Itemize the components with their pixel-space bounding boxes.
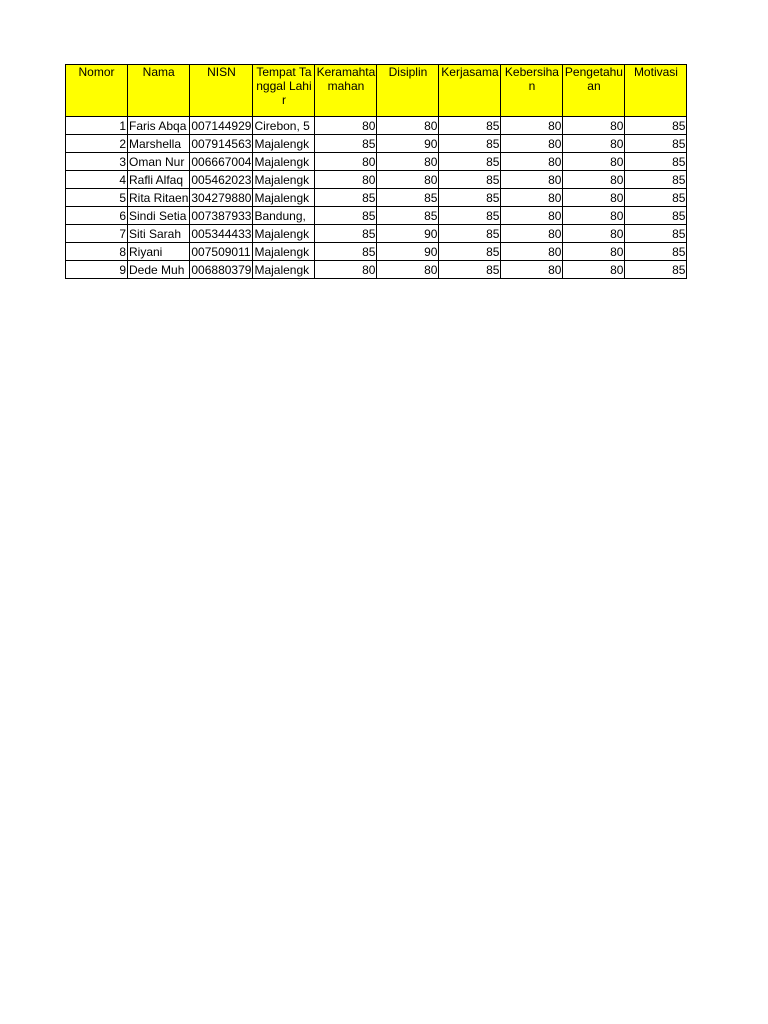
cell-kebersihan: 80 [501,135,563,153]
cell-nama: Rita Ritaen [129,190,189,205]
cell-keramahtamahan: 80 [315,153,377,171]
cell-motivasi: 85 [625,117,687,135]
header-kerjasama: Kerjasama [439,65,501,117]
table-row [66,243,687,261]
cell-kebersihan: 80 [501,261,563,279]
cell-pengetahuan: 80 [563,189,625,207]
cell-keramahtamahan: 85 [315,135,377,153]
cell-nomor: 8 [66,243,128,261]
cell-keramahtamahan: 85 [315,207,377,225]
cell-nama: Oman Nur [128,153,190,171]
table-row [66,207,687,225]
cell-disiplin: 85 [377,207,439,225]
cell-nomor: 1 [66,117,128,135]
cell-tempat-tanggal-lahir: Cirebon, 5 [253,117,315,135]
cell-motivasi: 85 [625,261,687,279]
cell-nisn: 007387933 [191,208,252,223]
table-row [66,189,687,207]
cell-kebersihan: 80 [501,189,563,207]
table-row [66,171,687,189]
cell-nisn: 007509011 [190,243,253,261]
cell-nomor: 4 [66,171,128,189]
cell-disiplin: 80 [377,261,439,279]
cell-nama: Marshella [128,135,190,153]
cell-motivasi: 85 [625,207,687,225]
header-kebersihan: Kebersihan [501,65,563,117]
cell-nomor: 9 [66,261,128,279]
cell-pengetahuan: 80 [563,171,625,189]
cell-tempat-tanggal-lahir: Majalengk [253,225,315,243]
cell-nisn: 006667004 [191,154,252,169]
cell-tempat-tanggal-lahir: Majalengk [253,153,315,171]
table-row [66,261,687,279]
cell-pengetahuan: 80 [563,225,625,243]
cell-disiplin: 90 [377,243,439,261]
header-nama: Nama [128,65,190,117]
cell-nomor: 5 [66,189,128,207]
cell-keramahtamahan: 85 [315,189,377,207]
cell-tempat-tanggal-lahir: Majalengk [253,135,315,153]
cell-keramahtamahan: 80 [315,117,377,135]
cell-motivasi: 85 [625,243,687,261]
cell-kebersihan: 80 [501,153,563,171]
cell-kerjasama: 85 [439,189,501,207]
cell-nomor: 6 [66,207,128,225]
cell-kebersihan: 80 [501,117,563,135]
cell-pengetahuan: 80 [563,153,625,171]
header-motivasi: Motivasi [625,65,687,117]
cell-nisn: 007144929 [191,118,252,133]
cell-kebersihan: 80 [501,171,563,189]
cell-nomor: 3 [66,153,128,171]
table-row [66,135,687,153]
header-nisn: NISN [190,65,253,117]
cell-kerjasama: 85 [439,135,501,153]
cell-tempat-tanggal-lahir: Majalengk [253,189,315,207]
cell-disiplin: 80 [377,117,439,135]
cell-motivasi: 85 [625,225,687,243]
cell-kebersihan: 80 [501,207,563,225]
cell-nama: Rafli Alfaq [128,171,190,189]
header-pengetahuan: Pengetahuan [563,65,625,117]
cell-nama: Sindi Setia [128,207,190,225]
cell-nama: Dede Muh [128,261,190,279]
spreadsheet-table [65,64,687,279]
cell-pengetahuan: 80 [563,117,625,135]
cell-pengetahuan: 80 [563,261,625,279]
table-row [66,153,687,171]
cell-tempat-tanggal-lahir: Majalengk [253,171,315,189]
cell-nisn: 007914563 [191,136,252,151]
cell-kerjasama: 85 [439,171,501,189]
cell-disiplin: 90 [377,135,439,153]
header-disiplin: Disiplin [377,65,439,117]
cell-disiplin: 80 [377,171,439,189]
cell-tempat-tanggal-lahir: Majalengk [253,243,315,261]
cell-pengetahuan: 80 [563,207,625,225]
header-tempat-tanggal-lahir: Tempat Tanggal Lahir [253,65,315,117]
cell-motivasi: 85 [625,135,687,153]
cell-keramahtamahan: 80 [315,171,377,189]
cell-tempat-tanggal-lahir: Majalengk [253,261,315,279]
cell-nomor: 2 [66,135,128,153]
cell-motivasi: 85 [625,153,687,171]
header-row [66,65,687,117]
cell-nama: Siti Sarah [128,225,190,243]
table-body [66,117,687,279]
cell-pengetahuan: 80 [563,243,625,261]
cell-motivasi: 85 [625,171,687,189]
cell-kebersihan: 80 [501,225,563,243]
cell-pengetahuan: 80 [563,135,625,153]
cell-keramahtamahan: 80 [315,261,377,279]
table-row [66,225,687,243]
cell-nisn: 304279880 [191,190,252,205]
cell-tempat-tanggal-lahir: Bandung, [253,207,315,225]
cell-kerjasama: 85 [439,207,501,225]
cell-kerjasama: 85 [439,243,501,261]
cell-keramahtamahan: 85 [315,225,377,243]
cell-kerjasama: 85 [439,117,501,135]
cell-kebersihan: 80 [501,243,563,261]
table-row [66,117,687,135]
header-nomor: Nomor [66,65,128,117]
table-header [66,65,687,117]
cell-nomor: 7 [66,225,128,243]
cell-nama: Riyani [128,243,190,261]
cell-nisn: 005462023 [191,172,252,187]
cell-nisn: 006880379 [191,262,252,277]
header-keramahtamahan: Keramahtamahan [315,65,377,117]
cell-disiplin: 80 [377,153,439,171]
cell-nisn: 005344433 [191,226,252,241]
cell-motivasi: 85 [625,189,687,207]
cell-kerjasama: 85 [439,261,501,279]
cell-disiplin: 85 [377,189,439,207]
cell-keramahtamahan: 85 [315,243,377,261]
cell-nama: Faris Abqa [128,117,190,135]
cell-disiplin: 90 [377,225,439,243]
cell-kerjasama: 85 [439,225,501,243]
cell-kerjasama: 85 [439,153,501,171]
